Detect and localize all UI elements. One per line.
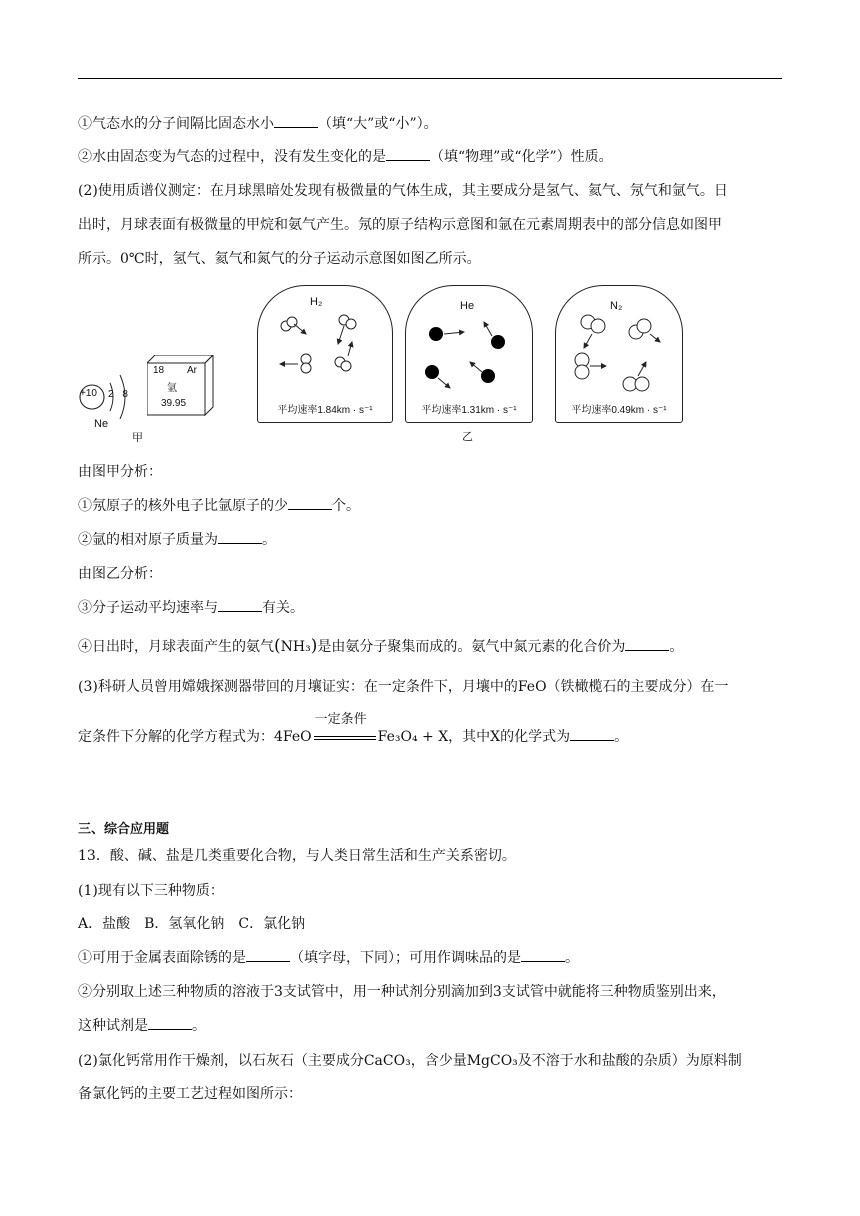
question-13: 13．酸、碱、盐是几类重要化合物，与人类日常生活和生产关系密切。 — [78, 848, 516, 864]
text: 个。 — [332, 498, 360, 514]
nucleus-charge: +10 — [80, 388, 97, 399]
answer-blank[interactable] — [570, 728, 614, 741]
argon-element-card — [147, 355, 217, 415]
electron-shells: 2 8 — [108, 389, 131, 400]
line-4: 出时，月球表面有极微量的甲烷和氨气产生。氖的原子结构示意图和氩在元素周期表中的部分信息如图甲 — [78, 217, 722, 233]
chamber-n2 — [555, 285, 683, 423]
answer-blank[interactable] — [288, 497, 332, 510]
figure-caption-jia: 甲 — [132, 431, 143, 444]
text: ①氖原子的核外电子比氩原子的少 — [78, 498, 288, 514]
q13-part1: (1)现有以下三种物质： — [78, 883, 224, 899]
q13-line-a — [78, 947, 579, 967]
answer-blank[interactable] — [274, 115, 318, 128]
text: 。 — [669, 639, 684, 655]
q13-line-c — [78, 1015, 206, 1035]
text: （填“大”或“小”）。 — [318, 116, 438, 132]
atomic-number: 18 — [153, 365, 165, 376]
gas-label: H₂ — [310, 296, 323, 308]
condition-arrow — [314, 712, 376, 744]
answer-blank[interactable] — [218, 599, 262, 612]
line-2 — [78, 146, 613, 166]
text: 定条件下分解的化学方程式为： — [78, 729, 274, 745]
equals-sign — [314, 736, 376, 740]
atomic-mass: 39.95 — [161, 398, 187, 409]
text: 。 — [192, 1018, 206, 1034]
chamber-h2 — [257, 285, 393, 423]
chamber-he — [405, 285, 533, 423]
line-10 — [78, 597, 304, 617]
text: ③分子运动平均速率与 — [78, 600, 218, 616]
text: 。 — [614, 729, 629, 745]
text: ①气态水的分子间隔比固态水小 — [78, 116, 274, 132]
paren: ) — [310, 636, 318, 656]
text: 有关。 — [262, 600, 304, 616]
answer-blank[interactable] — [386, 148, 430, 161]
answer-blank[interactable] — [218, 531, 262, 544]
line-8 — [78, 529, 276, 549]
answer-blank[interactable] — [148, 1017, 192, 1030]
text: ，其中X的化学式为 — [448, 729, 571, 745]
text: 这种试剂是 — [78, 1018, 148, 1034]
q13-part2: (2)氯化钙常用作干燥剂，以石灰石（主要成分CaCO₃，含少量MgCO₃及不溶于水和盐酸的杂质）为原料制 — [78, 1053, 742, 1069]
line-12: (3)科研人员曾用嫦娥探测器带回的月壤证实：在一定条件下，月壤中的FeO（铁橄榄石的主要成分）在一 — [78, 679, 729, 695]
answer-blank[interactable] — [521, 949, 565, 962]
gas-label: He — [460, 300, 475, 312]
element-symbol: Ar — [187, 365, 197, 376]
line-7 — [78, 495, 360, 515]
n2-molecules — [556, 304, 682, 404]
speed-label: 平均速率1.84km · s⁻¹ — [277, 405, 373, 416]
speed-label: 平均速率0.49km · s⁻¹ — [571, 405, 667, 416]
q13-part2-cont: 备氯化钙的主要工艺过程如图所示： — [78, 1086, 302, 1102]
equation-left: 4FeO — [274, 729, 312, 745]
header-rule — [78, 78, 782, 79]
text: 是由氨分子聚集而成的。氨气中氮元素的化合价为 — [317, 639, 626, 655]
line-13 — [78, 712, 629, 746]
atom-label: Ne — [94, 418, 109, 430]
line-3: (2)使用质谱仪测定：在月球黑暗处发现有极微量的气体生成，其主要成分是氢气、氦气、氖气和氩气。日 — [78, 183, 728, 199]
text: 。 — [565, 950, 579, 966]
text: （填字母，下同）；可用作调味品的是 — [290, 950, 521, 966]
answer-blank[interactable] — [246, 949, 290, 962]
line-6: 由图甲分析： — [78, 464, 162, 480]
paren: ( — [274, 636, 281, 656]
section-heading: 三、综合应用题 — [78, 822, 170, 837]
line-5: 所示。0℃时，氢气、氦气和氮气的分子运动示意图如图乙所示。 — [78, 251, 481, 267]
text: ②氩的相对原子质量为 — [78, 532, 218, 548]
answer-blank[interactable] — [625, 638, 669, 651]
nh3-formula: NH₃ — [280, 639, 311, 655]
line-1 — [78, 113, 438, 133]
gas-label: N₂ — [610, 300, 623, 312]
text: ②水由固态变为气态的过程中，没有发生变化的是 — [78, 149, 386, 165]
reaction-condition: 一定条件 — [314, 712, 367, 727]
equation-right: Fe₃O₄ + X — [377, 729, 449, 745]
q13-line-b: ②分别取上述三种物质的溶液于3支试管中，用一种试剂分别滴加到3支试管中就能将三种物质鉴别出来， — [78, 984, 726, 1000]
text: ①可用于金属表面除锈的是 — [78, 950, 246, 966]
he-atoms — [406, 304, 532, 404]
h2-molecules — [258, 304, 392, 404]
line-9: 由图乙分析： — [78, 566, 162, 582]
text: 。 — [262, 532, 276, 548]
figure-caption-yi: 乙 — [462, 430, 473, 443]
text: ④日出时，月球表面产生的氨气 — [78, 639, 274, 655]
line-11 — [78, 636, 683, 656]
speed-label: 平均速率1.31km · s⁻¹ — [421, 405, 517, 416]
q13-options: A．盐酸 B．氢氧化钠 C．氯化钠 — [78, 916, 306, 932]
element-name: 氩 — [167, 383, 177, 394]
text: （填“物理”或“化学”）性质。 — [430, 149, 613, 165]
